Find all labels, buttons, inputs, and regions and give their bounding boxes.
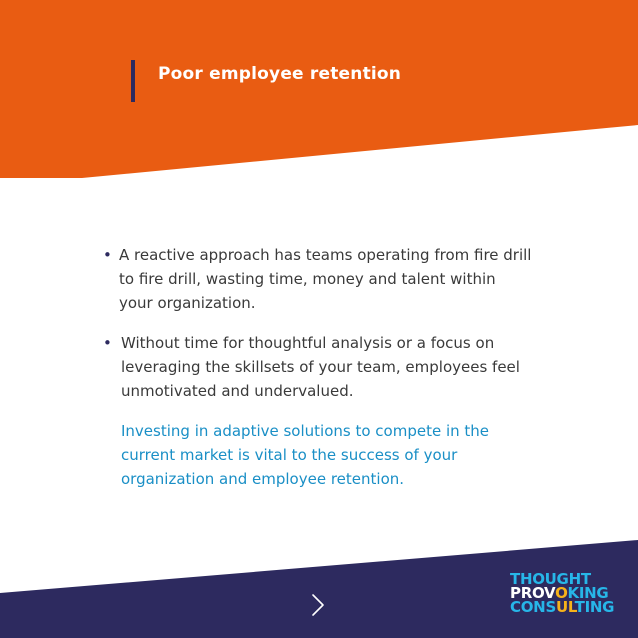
highlight-statement: Investing in adaptive solutions to compete in the current market is vital to the success of your organization and employee retention. <box>121 422 490 488</box>
header-orange-shape <box>0 0 638 178</box>
bullet-item-1 <box>103 243 533 315</box>
logo-line-2: PROVOKING <box>510 584 609 602</box>
bullet-text: Without time for thoughtful analysis or a focus on leveraging the skillsets of your team, employees feel unmotivated and undervalued. <box>121 334 520 400</box>
header-accent-bar <box>131 60 135 102</box>
bullet-text: A reactive approach has teams operating from fire drill to fire drill, wasting time, money and talent within your organization. <box>119 246 532 312</box>
bullet-dot-icon: • <box>103 246 112 264</box>
bullet-item-2 <box>103 331 533 403</box>
chevron-right-icon[interactable] <box>308 592 328 618</box>
logo-line-1: THOUGHT <box>510 570 591 588</box>
header-banner <box>0 0 638 180</box>
company-logo <box>510 570 615 616</box>
bullet-dot-icon: • <box>103 334 112 352</box>
page-title: Poor employee retention <box>158 64 402 84</box>
logo-line-3: CONSULTING <box>510 598 615 616</box>
